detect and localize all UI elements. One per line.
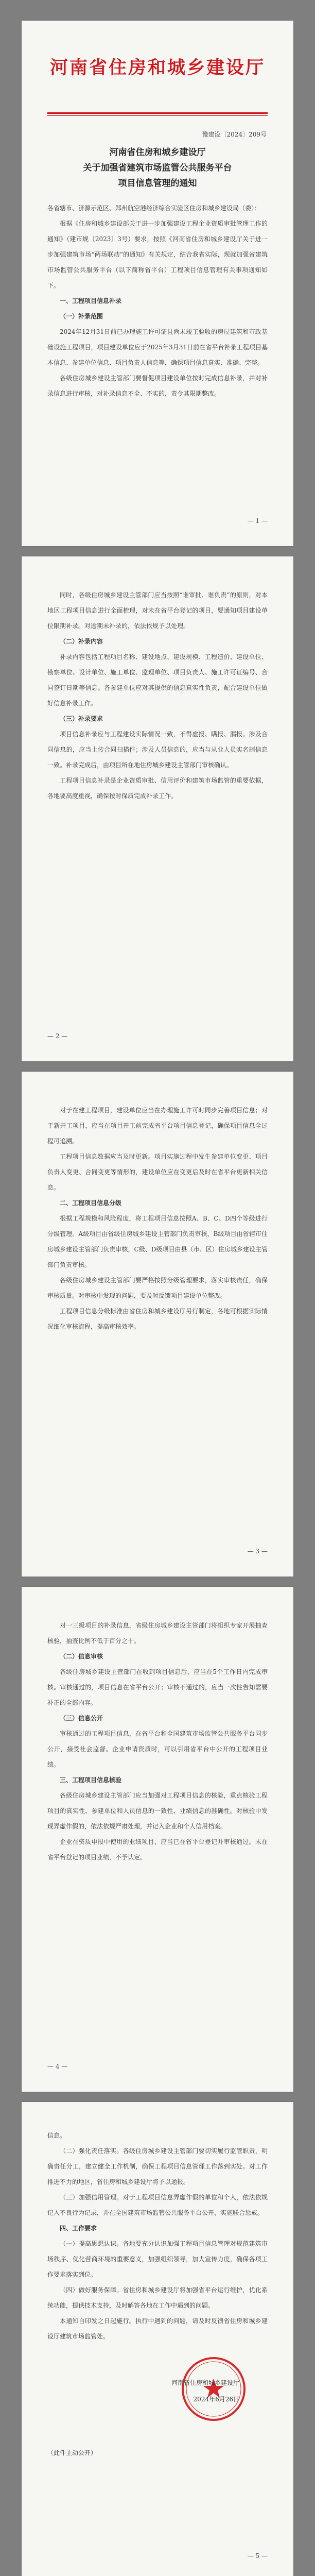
page-number: — 2 —	[47, 1032, 68, 1040]
document-title-line: 河南省住房和城乡建设厅	[109, 147, 206, 158]
public-disclosure-note: （此件主动公开）	[47, 2449, 97, 2456]
subsection-heading: （二）补录内容	[60, 638, 103, 645]
paragraph: 工程项目信息数据应当及时更新。项目实施过程中发生参建单位变更、项目负责人变更、合同变更等情形的，建设单位应在变更后及时在省平台更新相关信息。	[47, 1153, 268, 1191]
paragraph: （四）做好服务保障。省住房和城乡建设厅将加强省平台运行维护，优化系统功能，提供技术支持，及时解答各地在工作中遇到的问题。	[47, 2286, 268, 2309]
paragraph: 对一三级项目的补录信息，省级住房城乡建设主管部门将组织专家开展抽查核验，抽查比例不低于百分之十。	[47, 1622, 268, 1645]
page-number: — 1 —	[247, 517, 268, 524]
paragraph: 根据工程规模和风险程度，将工程项目信息按照A、B、C、D四个等级进行分级管理。A级项目由省级住房城乡建设主管部门负责审核，B级项目由省辖市住房城乡建设主管部门负责审核，C级、D级项目由县（市、区）住房城乡建设主管部门负责审核。	[47, 1215, 268, 1268]
subsection-heading: （二）信息审核	[60, 1653, 103, 1660]
document-title-line: 项目信息管理的通知	[118, 178, 197, 189]
document-page-1	[22, 21, 293, 546]
document-page-4	[22, 1587, 293, 2092]
section-heading: 一、工程项目信息补录	[60, 297, 122, 304]
subsection-heading: （三）信息公开	[60, 1715, 103, 1722]
paragraph: 各级住房城乡建设主管部门要督促项目建设单位按时完成信息补录，并对补录信息进行审核，对补录信息不全、不实的，责令其限期整改。	[47, 375, 268, 397]
red-header-rule	[47, 112, 268, 114]
document-page-3	[22, 1072, 293, 1577]
section-heading: 四、工作要求	[60, 2225, 97, 2232]
paragraph: 根据《住房和城乡建设部关于进一步加强建设工程企业资质审批管理工作的通知》（建市规〔2023〕3号）要求，按照《河南省住房和城乡建设厅关于进一步加强建筑市场“两场联动”的通知》有关规定，结合我省实际，现就加强省建筑市场监管公共服务平台（以下简称省平台）工程项目信息管理有关事项通知如下。	[47, 220, 268, 289]
paragraph: 对于在建工程项目，建设单位应当在办理施工许可时同步完善项目信息；对于新开工项目，应当在项目开工前完成省平台项目信息登记，确保项目信息全过程可追溯。	[47, 1107, 268, 1145]
paragraph: 各级住房城乡建设主管部门应当加强对工程项目信息的核验，重点核验工程项目的真实性、参建单位和人员信息的一致性、业绩信息的准确性。对核验中发现弄虚作假的，依法依规严肃处理，并记入企业和个人信用档案。	[47, 1792, 268, 1830]
paragraph: 本通知自印发之日起施行。执行中遇到的问题，请及时反馈省住房和城乡建设厅建筑市场监管处。	[47, 2317, 268, 2340]
paragraph: 项目信息补录应与工程建设实际情况一致，不得虚报、瞒报、漏报。涉及合同信息的，应当上传合同扫描件；涉及人员信息的，应当与从业人员实名制信息一致。补录完成后，由项目所在地住房城乡建设主管部门审核确认。	[47, 731, 268, 769]
paragraph: 补录内容包括工程项目名称、建设地点、建设规模、工程造价、建设单位、勘察单位、设计单位、施工单位、监理单位、项目负责人、施工许可证编号、合同签订日期等信息。各参建单位应对其提供的信息真实性负责，配合建设单位做好信息补录工作。	[47, 653, 268, 707]
subsection-heading: （一）补录范围	[60, 313, 103, 320]
page-number: — 3 —	[247, 1548, 268, 1555]
page-number: — 4 —	[47, 2063, 68, 2070]
signature-block	[47, 2354, 268, 2442]
document-title-line: 关于加强省建筑市场监管公共服务平台	[83, 163, 232, 173]
page-number: — 5 —	[247, 2552, 268, 2560]
paragraph: （三）加强信用管理。对于工程项目信息弄虚作假的单位和个人，依法依规记入不良行为记录，并在全国建筑市场监管公共服务平台公开，实施联合惩戒。	[47, 2194, 268, 2216]
document-page-2	[22, 556, 293, 1061]
paragraph: 2024年12月31日前已办理施工许可证且尚未竣工验收的房屋建筑和市政基础设施工程项目，项目建设单位应于2025年3月31日前在省平台补录工程项目基本信息、参建单位信息、项目负责人信息等，确保项目信息真实、准确、完整。	[47, 328, 268, 366]
addressee: 各省辖市、济源示范区、郑州航空港经济综合实验区住房和城乡建设局（委）：	[47, 205, 261, 212]
paragraph: （二）强化责任落实。各级住房城乡建设主管部门要切实履行监管职责，明确责任分工，建立健全工作机制，确保工程项目信息管理工作落到实处。对工作推进不力的地区，省住房和城乡建设厅将予以通报。	[47, 2147, 268, 2185]
paragraph: （一）提高思想认识。各地要充分认识加强工程项目信息管理对规范建筑市场秩序、优化营商环境的重要意义，加强组织领导，加大宣传力度，确保各项工作要求落实到位。	[47, 2240, 268, 2278]
paragraph: 企业在资质申报中使用的业绩项目，应当已在省平台登记并审核通过。未在省平台登记的项目业绩，不予认定。	[47, 1838, 268, 1861]
paragraph: 工程项目信息补录是企业资质审批、信用评价和建筑市场监管的重要依据，各地要高度重视，确保按时保质完成补录工作。	[47, 777, 268, 800]
paragraph: 同时，各级住房城乡建设主管部门应当按照“谁审批、谁负责”的原则，对本地区工程项目信息进行全面梳理，对未在省平台登记的项目，要通知项目建设单位限期补录。对逾期未补录的，依法依规予以处理。	[47, 591, 268, 630]
document-number: 豫建设〔2024〕209号	[202, 131, 267, 138]
subsection-heading: （三）补录要求	[60, 715, 103, 722]
document-title	[47, 145, 268, 191]
document-page-5	[22, 2102, 293, 2576]
paragraph: 各级住房城乡建设主管部门在收到项目信息后，应当在5个工作日内完成审核。审核通过的，项目信息在省平台公开；审核不通过的，应当一次性告知需要补正的全部内容。	[47, 1668, 268, 1706]
paragraph: 审核通过的工程项目信息，在省平台和全国建筑市场监管公共服务平台同步公开，接受社会监督。企业申请资质时，可以引用省平台中公开的工程项目业绩。	[47, 1730, 268, 1768]
paragraph: 工程项目信息分级标准由省住房和城乡建设厅另行制定，各地可根据实际情况细化审核流程，提高审核效率。	[47, 1308, 268, 1330]
red-header-title: 河南省住房和城乡建设厅	[49, 57, 265, 78]
section-heading: 二、工程项目信息分级	[60, 1199, 122, 1207]
section-heading: 三、工程项目信息核验	[60, 1776, 122, 1784]
paragraph: 各级住房城乡建设主管部门要严格按照分级管理要求，落实审核责任，确保审核质量。对审核中发现的问题，要及时反馈项目建设单位整改。	[47, 1277, 268, 1299]
paragraph: 信息。	[47, 2132, 66, 2139]
issuing-organization: 河南省住房和城乡建设厅	[171, 2379, 239, 2386]
issue-date: 2024年6月26日	[193, 2396, 239, 2403]
